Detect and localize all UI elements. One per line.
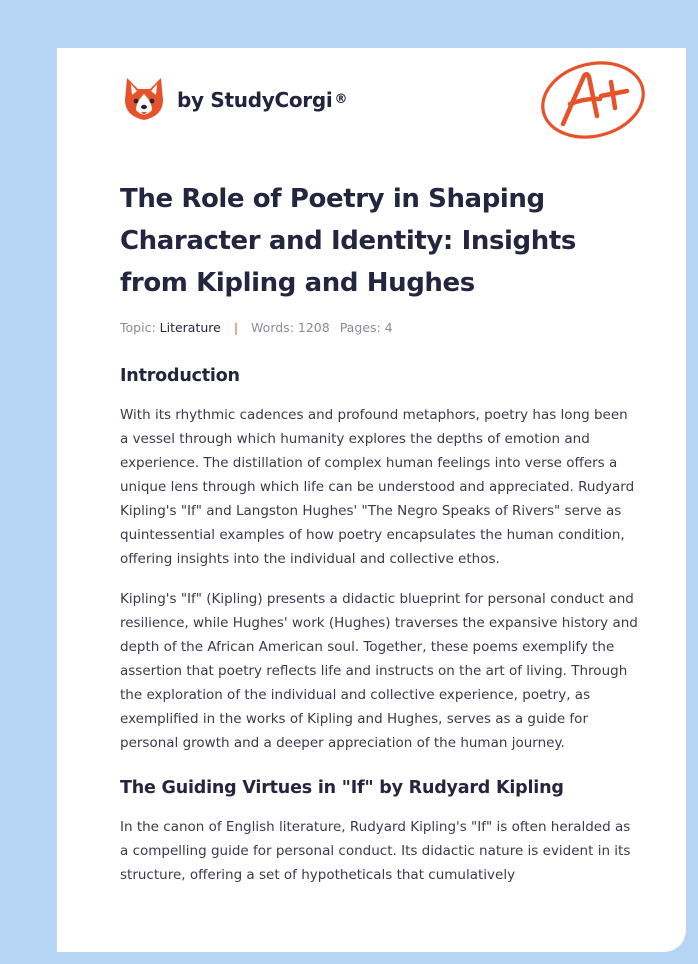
meta-separator: | — [233, 320, 239, 335]
a-plus-icon — [537, 58, 649, 140]
document-page — [57, 48, 686, 952]
topic-label: Topic: — [120, 320, 156, 335]
article-meta — [120, 320, 640, 335]
section-heading-guiding-virtues: The Guiding Virtues in "If" by Rudyard Kipling — [120, 778, 564, 798]
article — [120, 178, 640, 887]
words-count: 1208 — [297, 320, 330, 335]
pages-count: 4 — [384, 320, 393, 335]
words-label: Words: — [251, 320, 294, 335]
section-heading-introduction: Introduction — [120, 366, 240, 386]
grade-badge-a-plus — [537, 58, 649, 144]
paragraph: In the canon of English literature, Rudyard Kipling's "If" is often heralded as a compelling guide for personal conduct. Its didactic nature is evident in its structure, offering a set of hypotheticals that cumulatively — [120, 819, 631, 883]
topic-link[interactable]: Literature — [159, 320, 221, 335]
paragraph: With its rhythmic cadences and profound metaphors, poetry has long been a vessel through which humanity explores the depths of emotion and experience. The distillation of complex human feelings into verse offers a unique lens through which life can be understood and appreciated. Rudyard Kipling's "If" and Langston Hughes' "The Negro Speaks of Rivers" serve as quintessential examples of how poetry encapsulates the human condition, offering insights into the individual and collective ethos. — [120, 407, 635, 567]
article-title: The Role of Poetry in Shaping Character and Identity: Insights from Kipling and Hughes — [120, 184, 576, 298]
studycorgi-logo[interactable] — [123, 76, 347, 122]
paragraph: Kipling's "If" (Kipling) presents a didactic blueprint for personal conduct and resilience, while Hughes' work (Hughes) traverses the expansive history and depth of the African American soul. Together, these poems exemplify the assertion that poetry reflects life and instructs on the art of living. Through the exploration of the individual and collective experience, poetry, as exemplified in the works of Kipling and Hughes, serves as a guide for personal growth and a deeper appreciation of the human journey. — [120, 591, 638, 751]
brand-name: by StudyCorgi — [177, 88, 333, 112]
corgi-icon — [123, 76, 165, 122]
pages-label: Pages: — [339, 320, 381, 335]
registered-mark: ® — [334, 91, 348, 107]
